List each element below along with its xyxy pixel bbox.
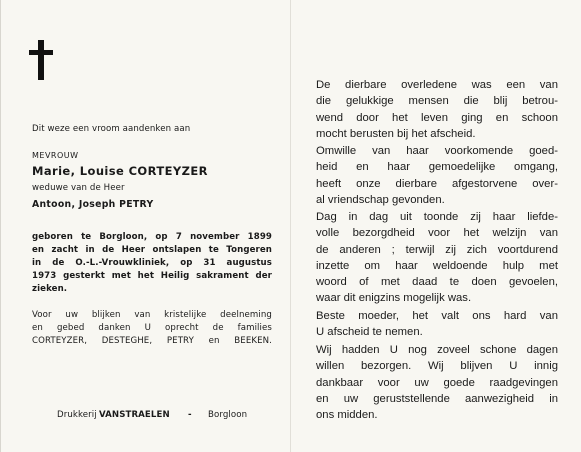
text-line: dankbaar voor uw goede raadgevingen <box>316 376 558 389</box>
intro-text: Dit weze een vroom aandenken aan <box>32 124 191 134</box>
text-line: al vriendschap gevonden. <box>316 193 445 206</box>
text-line: Wij hadden U nog zoveel schone dagen <box>316 344 558 356</box>
thanks-line: Voor uw blijken van kristelijke deelneming <box>32 310 272 320</box>
text-line: De dierbare overledene was een van <box>316 79 558 91</box>
thanks-line: en gebed danken U oprecht de families <box>32 323 272 333</box>
bio-line: in de O.-L.-Vrouwkliniek, op 31 augustus <box>32 258 272 268</box>
text-line: wend door het leven ging en schoon <box>316 111 558 124</box>
text-line: woord of met daad te doen gevoelen, <box>316 276 558 289</box>
text-line: Dag in dag uit toonde zij haar liefde- <box>316 211 558 223</box>
text-line: ons midden. <box>316 409 378 422</box>
text-line: waar dit enigzins mogelijk was. <box>316 292 472 305</box>
salutation: MEVROUW <box>32 151 79 160</box>
text-line: die gelukkige mensen die blij betrou- <box>316 95 558 108</box>
text-line: Beste moeder, het valt ons hard van <box>316 310 558 322</box>
text-line: heeft onze dierbare afgestorvene over- <box>316 177 558 190</box>
paragraph-1 <box>316 77 558 142</box>
bio-line: zieken. <box>32 284 68 294</box>
printer-separator: - <box>188 410 192 420</box>
bio-line: en zacht in de Heer ontslapen te Tongeren <box>32 245 272 255</box>
thanks-line: CORTEYZER, DESTEGHE, PETRY en BEEKEN. <box>32 336 272 346</box>
paragraph-5 <box>316 342 558 423</box>
text-line: en uw geruststellende aanwezigheid in <box>316 392 558 405</box>
widow-of-text: weduwe van de Heer <box>32 183 125 193</box>
text-line: inzette om haar weldoende hulp met <box>316 259 558 272</box>
paragraph-3 <box>316 209 558 307</box>
text-line: mocht berusten bij het afscheid. <box>316 127 476 140</box>
text-line: U afscheid te nemen. <box>316 326 423 339</box>
left-panel <box>1 0 290 452</box>
paragraph-2 <box>316 143 558 208</box>
printer-prefix: Drukkerij <box>57 410 97 420</box>
paragraph-4 <box>316 308 558 341</box>
printer-name: VANSTRAELEN <box>99 410 170 420</box>
printer-place: Borgloon <box>208 410 248 420</box>
text-line: volle bezorgdheid voor het welzijn van <box>316 227 558 240</box>
husband-name: Antoon, Joseph PETRY <box>32 199 154 210</box>
text-line: Omwille van haar voorkomende goed- <box>316 145 558 157</box>
deceased-name: Marie, Louise CORTEYZER <box>32 164 208 178</box>
bio-line: geboren te Borgloon, op 7 november 1899 <box>32 232 272 242</box>
text-line: heid en haar gemoedelijke omgang, <box>316 161 558 174</box>
text-line: de anderen ; terwijl zij zich voortdurend <box>316 243 558 256</box>
cross-icon <box>29 40 53 80</box>
text-line: willen bezorgen. Wij blijven U innig <box>316 360 558 373</box>
bio-line: 1973 gesterkt met het Heilig sakrament der <box>32 271 272 281</box>
